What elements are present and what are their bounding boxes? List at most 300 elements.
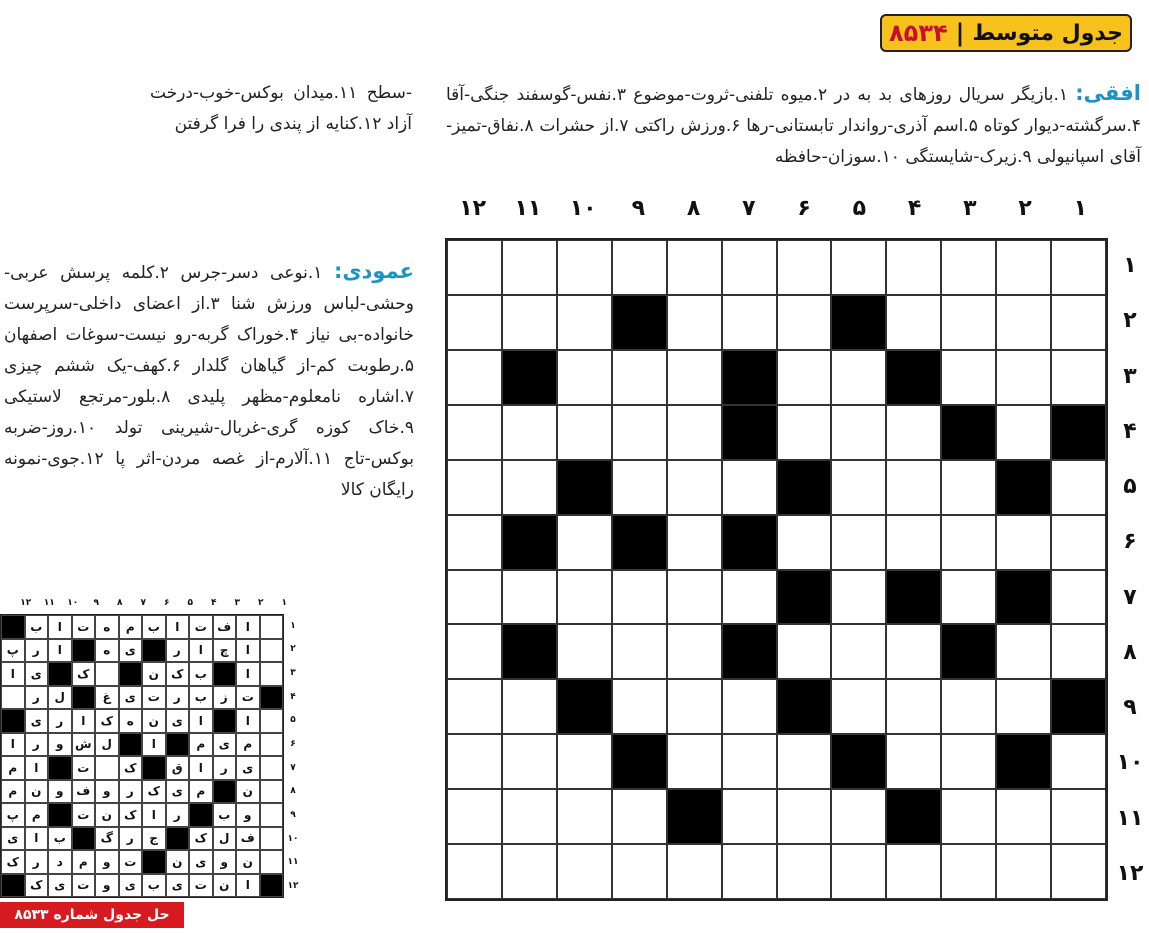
grid-cell[interactable] [996,295,1051,350]
solution-cell: ا [236,615,260,639]
grid-cell[interactable] [831,844,886,899]
solution-cell: ا [236,662,260,686]
solution-cell: ت [119,850,143,874]
solution-cell [260,756,284,780]
solution-cell [260,615,284,639]
grid-cell[interactable] [1051,460,1106,515]
grid-cell[interactable] [447,679,502,734]
row-number: ۷ [1123,584,1137,610]
solution-cell: ر [48,709,72,733]
solution-cell-black [213,709,237,733]
grid-cell-black [722,624,777,679]
solution-cell: د [48,850,72,874]
grid-cell[interactable] [996,240,1051,295]
grid-cell[interactable] [612,405,667,460]
grid-cell-black [612,515,667,570]
solution-cell: ی [166,780,190,804]
grid-cell-black [722,405,777,460]
grid-cell-black [996,460,1051,515]
solution-row-number: ۵ [290,715,296,726]
grid-cell[interactable] [831,570,886,625]
solution-cell [260,709,284,733]
solution-cell: ا [25,827,49,851]
grid-cell-black [667,789,722,844]
solution-column-number: ۵ [187,598,193,608]
solution-cell-black [142,850,166,874]
grid-cell[interactable] [996,624,1051,679]
grid-cell[interactable] [447,789,502,844]
grid-cell[interactable] [886,460,941,515]
puzzle-title: جدول متوسط [972,20,1123,46]
grid-cell[interactable] [502,679,557,734]
grid-cell[interactable] [1051,844,1106,899]
down-heading: عمودی: [334,259,415,283]
grid-cell[interactable] [941,679,996,734]
solution-cell-black [189,803,213,827]
grid-cell[interactable] [1051,570,1106,625]
solution-cell: ی [189,850,213,874]
puzzle-title-box [880,14,1132,52]
grid-cell-black [502,624,557,679]
solution-cell: ت [72,874,96,898]
grid-cell[interactable] [996,844,1051,899]
column-number: ۶ [797,196,811,221]
solution-cell-black [166,827,190,851]
across-clues [446,78,1141,173]
grid-cell[interactable] [722,295,777,350]
grid-cell[interactable] [612,789,667,844]
grid-cell[interactable] [941,350,996,405]
solution-cell-black [260,686,284,710]
grid-cell[interactable] [886,240,941,295]
grid-cell[interactable] [941,570,996,625]
grid-cell[interactable] [447,350,502,405]
across-clues-continued [150,78,412,140]
solution-cell: پ [1,803,25,827]
grid-cell[interactable] [447,624,502,679]
solution-row-number: ۱ [290,620,296,631]
grid-cell[interactable] [447,570,502,625]
grid-cell[interactable] [667,350,722,405]
solution-cell: ک [25,874,49,898]
grid-cell[interactable] [1051,734,1106,789]
grid-cell-black [1051,679,1106,734]
solution-row-number: ۳ [290,668,296,679]
solution-cell: ا [236,874,260,898]
grid-cell[interactable] [941,240,996,295]
grid-cell[interactable] [831,515,886,570]
down-clues-text: ۱.نوعی دسر-جرس ۲.کلمه پرسش عربی-وحشی-لباس ورزش شنا ۳.از اعضای داخلی-سرپرست خانواده-بی نیاز ۴.خوراک گربه-رو نیست-سوغات اصفهان ۵.رطوبت کم-از گیاهان گلدار ۶.کهف-یک ششم چیزی ۷.اشاره نامعلوم-مظهر پلیدی ۸.بلور-مرتجع لاستیکی ۹.خاک کوزه گری-غربال-شیرینی تولد ۱۰.روز-ضربه بوکس-تاج ۱۱.آلارم-از غصه مردن-اثر پا ۱۲.جوی-نمونه رایگان کالا [4,263,415,500]
solution-cell [260,733,284,757]
solution-cell: چ [213,639,237,663]
grid-cell[interactable] [722,844,777,899]
solution-cell-black [213,662,237,686]
solution-cell: ت [189,874,213,898]
solution-cell: م [189,733,213,757]
solution-cell: ب [142,615,166,639]
solution-cell: ت [72,803,96,827]
solution-cell: ت [72,756,96,780]
solution-cell: ا [236,639,260,663]
solution-cell: ی [25,662,49,686]
solution-cell: ا [1,733,25,757]
grid-cell[interactable] [502,570,557,625]
column-numbers [445,196,1108,221]
solution-cell-black [1,874,25,898]
solution-column-number: ۱۱ [43,598,55,608]
solution-cell [95,756,119,780]
grid-cell-black [777,460,832,515]
solution-cell: ا [189,709,213,733]
grid-cell[interactable] [447,295,502,350]
row-number: ۴ [1123,418,1137,444]
grid-cell[interactable] [777,734,832,789]
grid-cell[interactable] [886,679,941,734]
solution-cell-black [48,756,72,780]
solution-cell: گ [95,827,119,851]
row-number: ۳ [1123,363,1137,389]
solution-cell: ا [236,709,260,733]
solution-cell [260,827,284,851]
solution-cell: و [213,850,237,874]
grid-cell-black [722,350,777,405]
grid-cell[interactable] [612,624,667,679]
grid-cell-black [557,679,612,734]
solution-cell: ا [189,639,213,663]
grid-cell[interactable] [667,844,722,899]
grid-cell[interactable] [886,734,941,789]
solution-cell: م [1,756,25,780]
solution-cell: ا [142,803,166,827]
solution-cell-black [142,639,166,663]
grid-cell[interactable] [502,295,557,350]
column-number: ۱ [1073,196,1088,221]
solution-cell: ب [25,615,49,639]
solution-caption: حل جدول شماره ۸۵۳۳ [0,902,184,928]
solution-column-number: ۹ [93,598,99,608]
solution-cell: ک [1,850,25,874]
grid-cell[interactable] [447,844,502,899]
grid-cell[interactable] [667,624,722,679]
solution-cell: ی [213,733,237,757]
grid-cell[interactable] [996,515,1051,570]
grid-cell[interactable] [557,624,612,679]
grid-cell[interactable] [722,734,777,789]
grid-cell-black [612,295,667,350]
grid-cell[interactable] [447,240,502,295]
grid-cell[interactable] [667,515,722,570]
grid-cell[interactable] [557,570,612,625]
grid-cell[interactable] [722,570,777,625]
grid-cell[interactable] [777,515,832,570]
grid-cell[interactable] [831,624,886,679]
grid-cell-black [831,734,886,789]
grid-cell[interactable] [1051,515,1106,570]
solution-cell: ن [213,874,237,898]
grid-cell[interactable] [447,460,502,515]
grid-cell-black [886,350,941,405]
solution-cell [260,662,284,686]
solution-cell: ن [236,850,260,874]
solution-cell: ک [72,662,96,686]
solution-cell-black [260,874,284,898]
grid-cell[interactable] [1051,789,1106,844]
grid-cell[interactable] [1051,240,1106,295]
solution-row-number: ۷ [290,762,296,773]
grid-cell[interactable] [502,460,557,515]
column-number: ۴ [907,196,922,221]
solution-cell: ن [236,780,260,804]
solution-row-number: ۶ [290,739,296,750]
solution-cell: ه [95,639,119,663]
solution-cell: ر [25,850,49,874]
grid-cell[interactable] [996,350,1051,405]
grid-cell[interactable] [447,405,502,460]
grid-cell[interactable] [667,679,722,734]
row-numbers [1112,238,1148,901]
solution-cell: ب [142,874,166,898]
solution-cell: ا [1,662,25,686]
grid-cell[interactable] [557,405,612,460]
grid-cell[interactable] [941,460,996,515]
grid-cell[interactable] [667,405,722,460]
solution-cell: و [48,780,72,804]
grid-cell[interactable] [612,570,667,625]
solution-cell: ر [166,686,190,710]
solution-cell: ه [95,615,119,639]
solution-column-numbers [0,598,296,608]
solution-cell: ش [72,733,96,757]
grid-cell-black [557,460,612,515]
solution-cell: ا [48,639,72,663]
grid-cell[interactable] [996,679,1051,734]
grid-cell[interactable] [667,240,722,295]
grid-cell[interactable] [612,240,667,295]
down-clues [4,256,414,506]
grid-cell[interactable] [886,624,941,679]
grid-cell[interactable] [502,240,557,295]
solution-row-number: ۴ [290,691,296,702]
grid-cell[interactable] [612,350,667,405]
grid-cell[interactable] [502,405,557,460]
column-number: ۸ [686,196,701,221]
solution-column-number: ۱۲ [20,598,32,608]
solution-cell: ه [119,709,143,733]
grid-cell[interactable] [557,515,612,570]
solution-cell: ی [25,709,49,733]
solution-cell: ن [95,803,119,827]
crossword-grid[interactable] [445,238,1108,901]
grid-cell[interactable] [886,515,941,570]
solution-cell [260,803,284,827]
solution-column-number: ۶ [164,598,170,608]
solution-cell: ا [48,615,72,639]
row-number: ۸ [1123,639,1137,665]
solution-cell: و [95,850,119,874]
solution-cell: ر [119,780,143,804]
grid-cell[interactable] [667,295,722,350]
grid-cell[interactable] [557,844,612,899]
grid-cell[interactable] [557,789,612,844]
grid-cell[interactable] [941,734,996,789]
solution-cell [260,780,284,804]
across-heading: افقی: [1075,81,1141,105]
grid-cell[interactable] [1051,295,1106,350]
column-number: ۹ [631,196,646,221]
row-number: ۱۱ [1116,805,1144,831]
grid-cell[interactable] [557,240,612,295]
grid-cell[interactable] [996,405,1051,460]
grid-cell-black [777,679,832,734]
grid-cell-black [831,295,886,350]
solution-cell: ن [166,850,190,874]
solution-cell: ز [213,686,237,710]
solution-cell: ر [166,639,190,663]
grid-cell[interactable] [941,844,996,899]
solution-cell: م [119,615,143,639]
solution-cell: ک [95,709,119,733]
solution-cell: ت [189,615,213,639]
grid-cell[interactable] [722,679,777,734]
solution-cell-black [48,662,72,686]
grid-cell[interactable] [777,844,832,899]
solution-cell: ی [48,874,72,898]
grid-cell[interactable] [831,789,886,844]
grid-cell[interactable] [941,295,996,350]
row-number: ۱۰ [1116,750,1144,776]
solution-row-numbers [286,614,300,898]
solution-cell: ی [1,827,25,851]
grid-cell-black [1051,405,1106,460]
solution-cell: ب [189,662,213,686]
column-number: ۱۱ [514,196,542,221]
solution-cell: ا [189,756,213,780]
column-number: ۷ [742,196,756,221]
solution-cell-black [213,780,237,804]
solution-cell: پ [1,639,25,663]
solution-cell: غ [95,686,119,710]
grid-cell[interactable] [1051,350,1106,405]
solution-cell: ی [119,686,143,710]
solution-cell: م [25,803,49,827]
grid-cell[interactable] [996,789,1051,844]
solution-cell: ی [166,874,190,898]
across-clues-continued-text: -سطح ۱۱.میدان بوکس-خوب-درخت آزاد ۱۲.کنایه از پندی را فرا گرفتن [150,83,412,134]
grid-cell[interactable] [612,460,667,515]
solution-column-number: ۱ [281,598,287,608]
grid-cell[interactable] [722,240,777,295]
row-number: ۱ [1123,253,1137,279]
grid-cell[interactable] [557,350,612,405]
grid-cell[interactable] [612,844,667,899]
grid-cell-black [502,515,557,570]
solution-cell: ی [119,639,143,663]
grid-cell[interactable] [502,734,557,789]
column-number: ۲ [1018,196,1032,221]
solution-cell: ک [166,662,190,686]
grid-cell[interactable] [447,515,502,570]
puzzle-number: ۸۵۳۴ [889,19,948,47]
grid-cell[interactable] [502,844,557,899]
row-number: ۶ [1123,529,1137,555]
grid-cell[interactable] [777,405,832,460]
grid-cell[interactable] [941,515,996,570]
grid-cell[interactable] [831,405,886,460]
row-number: ۵ [1123,474,1137,500]
grid-cell-black [886,789,941,844]
grid-cell[interactable] [667,734,722,789]
title-separator: | [955,19,965,47]
solution-cell: ف [72,780,96,804]
solution-cell: ل [48,686,72,710]
solution-cell-black [1,615,25,639]
solution-cell: ن [142,709,166,733]
grid-cell[interactable] [667,570,722,625]
solution-row-number: ۱۱ [287,857,299,868]
solution-row-number: ۱۲ [287,881,299,892]
grid-cell[interactable] [722,789,777,844]
across-clues-text: ۱.بازیگر سریال روزهای بد به در ۲.میوه تلفنی-ثروت-موضوع ۳.نفس-گوسفند جنگی-آقا ۴.سرگشته-دیوار کوتاه ۵.اسم آذری-رواندار تابستانی-رها ۶.ورزش راکتی ۷.از حشرات ۸.نفاق-تمیز-آقای اسپانیولی ۹.زیرک-شایستگی ۱۰.سوزان-حافظه [446,85,1142,167]
grid-cell[interactable] [886,295,941,350]
grid-cell[interactable] [831,350,886,405]
grid-cell-black [886,570,941,625]
row-number: ۲ [1123,308,1137,334]
solution-cell: ق [166,756,190,780]
solution-cell: و [236,803,260,827]
grid-cell[interactable] [777,295,832,350]
grid-cell[interactable] [777,789,832,844]
solution-cell: ل [213,827,237,851]
solution-cell: ب [189,686,213,710]
grid-cell[interactable] [777,624,832,679]
grid-cell[interactable] [557,734,612,789]
grid-cell[interactable] [777,240,832,295]
solution-column-number: ۴ [211,598,217,608]
solution-cell: م [189,780,213,804]
solution-cell [260,639,284,663]
grid-cell[interactable] [447,734,502,789]
solution-cell-black [142,756,166,780]
solution-cell: ف [236,827,260,851]
solution-cell: و [95,874,119,898]
solution-cell: ت [72,615,96,639]
grid-cell[interactable] [831,240,886,295]
solution-column-number: ۳ [234,598,240,608]
solution-cell: ک [119,756,143,780]
solution-cell: م [72,850,96,874]
solution-column-number: ۸ [117,598,123,608]
grid-cell[interactable] [612,679,667,734]
grid-cell[interactable] [557,295,612,350]
grid-cell[interactable] [722,460,777,515]
grid-cell[interactable] [886,844,941,899]
solution-cell: م [236,733,260,757]
row-number: ۹ [1123,695,1137,721]
grid-cell[interactable] [831,679,886,734]
grid-cell-black [996,734,1051,789]
solution-cell-black [72,639,96,663]
grid-cell[interactable] [941,789,996,844]
solution-cell [95,662,119,686]
grid-cell[interactable] [831,460,886,515]
grid-cell[interactable] [502,789,557,844]
solution-cell: م [1,780,25,804]
solution-cell: ر [25,686,49,710]
grid-cell[interactable] [667,460,722,515]
grid-cell[interactable] [777,350,832,405]
grid-cell[interactable] [886,405,941,460]
grid-cell[interactable] [1051,624,1106,679]
